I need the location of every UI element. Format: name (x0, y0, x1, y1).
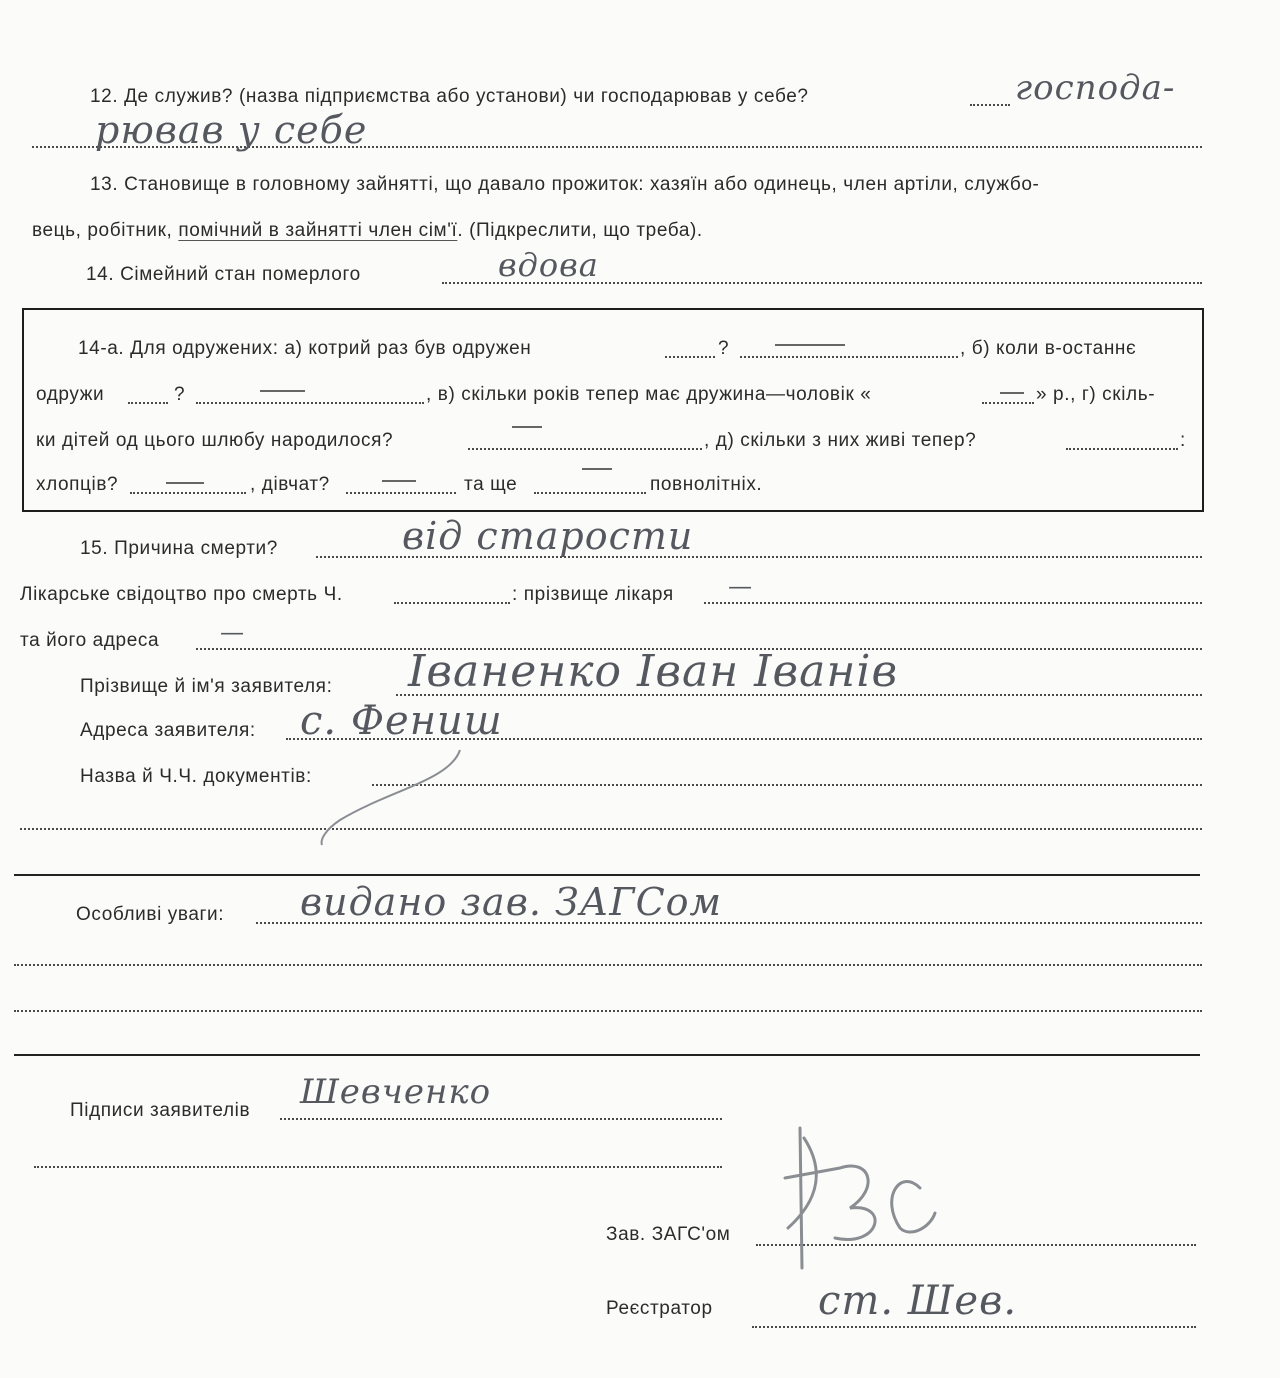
head-of-registry-label: Зав. ЗАГС'ом (606, 1224, 731, 1245)
applicant-signature-label: Підписи заявителів (70, 1100, 251, 1121)
q13-underlined-option: помічний в зайнятті член сім'ї (178, 220, 458, 241)
applicant-name-value: Іваненко Іван Іванів (408, 646, 899, 697)
q15-address-label: та його адреса (20, 630, 160, 651)
q14a-dots-2c (982, 402, 1034, 404)
section-divider-2 (14, 1054, 1200, 1056)
q14a-dash-7 (582, 468, 612, 470)
q14a-dots-2a (128, 402, 168, 404)
q15-label: 15. Причина смерти? (80, 538, 278, 559)
applicant-name-label: Прізвище й ім'я заявителя: (80, 676, 333, 697)
registrar-label: Реєстратор (606, 1298, 713, 1319)
q15-doctor-label: : прізвище лікаря (512, 584, 674, 605)
q14a-dots-4a (130, 492, 246, 494)
applicant-address-value: с. Фениш (300, 698, 503, 744)
q14a-line-3c: : (1180, 430, 1186, 451)
notes-dotted-line-3 (14, 1010, 1202, 1012)
pencil-stroke-mark (300, 740, 480, 850)
q13-line-1: 13. Становище в головному зайнятті, що давало прожиток: хазяїн або одинець, член артіли, службо- (90, 174, 1040, 195)
q14a-dots-4c (534, 492, 646, 494)
q13-line-2 (32, 220, 703, 242)
q14a-dash-5 (166, 482, 204, 484)
q14a-dash-1 (775, 344, 845, 346)
applicant-docs-dotted-line (372, 784, 1202, 786)
q14a-line-4c: та ще (464, 474, 518, 495)
q14a-dash-2 (260, 390, 305, 392)
q14a-dash-6 (382, 480, 416, 482)
section-divider-1 (14, 874, 1200, 876)
q15-doctor-answer: — (728, 572, 753, 600)
applicant-docs-label: Назва й Ч.Ч. документів: (80, 766, 312, 787)
applicant-signature-dotted-line-2 (34, 1166, 722, 1168)
q14-handwritten-answer: вдова (498, 246, 599, 284)
q14a-line-4b: , дівчат? (250, 474, 330, 495)
q15-address-answer: — (220, 618, 245, 646)
registrar-signature: ст. Шев. (818, 1278, 1018, 1324)
q14a-line-1a: 14-а. Для одружених: а) котрий раз був одружен (78, 338, 532, 359)
q15-cert-label: Лікарське свідоцтво про смерть Ч. (20, 584, 343, 605)
applicant-signature-dotted-line (280, 1118, 722, 1120)
applicant-signature-value: Шевченко (300, 1072, 492, 1112)
q12-handwritten-answer-2: рював у себе (95, 108, 368, 152)
q14a-line-2d: » р., г) скіль- (1036, 384, 1156, 405)
q14a-line-2a: одружи (36, 384, 105, 405)
q14a-dots-1b (740, 356, 958, 358)
q14a-line-1b: ? (718, 338, 730, 359)
notes-dotted-line-2 (14, 964, 1202, 966)
applicant-docs-dotted-line-2 (20, 828, 1202, 830)
head-of-registry-signature (740, 1118, 960, 1278)
q15-cert-dotted-line (394, 602, 510, 604)
q12-handwritten-answer-1: господа- (1015, 68, 1176, 108)
q14a-dots-2b (196, 402, 424, 404)
q13-line-2-prefix: вець, робітник, (32, 220, 173, 241)
q14a-dots-4b (346, 492, 456, 494)
q13-line-2-suffix: . (Підкреслити, що треба). (457, 220, 703, 241)
q14a-line-2c: , в) скільки років тепер має дружина—чоловік « (426, 384, 872, 405)
q14a-line-4a: хлопців? (36, 474, 119, 495)
q12-label: 12. Де служив? (назва підприємства або установи) чи господарював у себе? (90, 86, 809, 107)
q15-doctor-dotted-line (704, 602, 1202, 604)
q15-handwritten-answer: від старости (402, 514, 694, 558)
applicant-address-label: Адреса заявителя: (80, 720, 256, 741)
q14a-dots-3b (1066, 448, 1178, 450)
q12-dotted-line (970, 104, 1010, 106)
q14a-line-1c: , б) коли в-останнє (960, 338, 1137, 359)
q14a-dash-3 (1000, 392, 1024, 394)
q14a-dash-4 (512, 426, 542, 428)
notes-value: видано зав. ЗАГСом (300, 880, 723, 924)
notes-label: Особливі уваги: (76, 904, 225, 925)
registrar-dotted-line (752, 1326, 1196, 1328)
q14a-line-3b: , д) скільки з них живі тепер? (704, 430, 977, 451)
q14a-dots-1a (665, 356, 715, 358)
q14a-line-2b: ? (174, 384, 186, 405)
q14a-line-4d: повнолітніх. (650, 474, 763, 495)
q14a-line-3a: ки дітей од цього шлюбу народилося? (36, 430, 394, 451)
q14-label: 14. Сімейний стан померлого (86, 264, 361, 285)
q14a-dots-3a (468, 448, 702, 450)
